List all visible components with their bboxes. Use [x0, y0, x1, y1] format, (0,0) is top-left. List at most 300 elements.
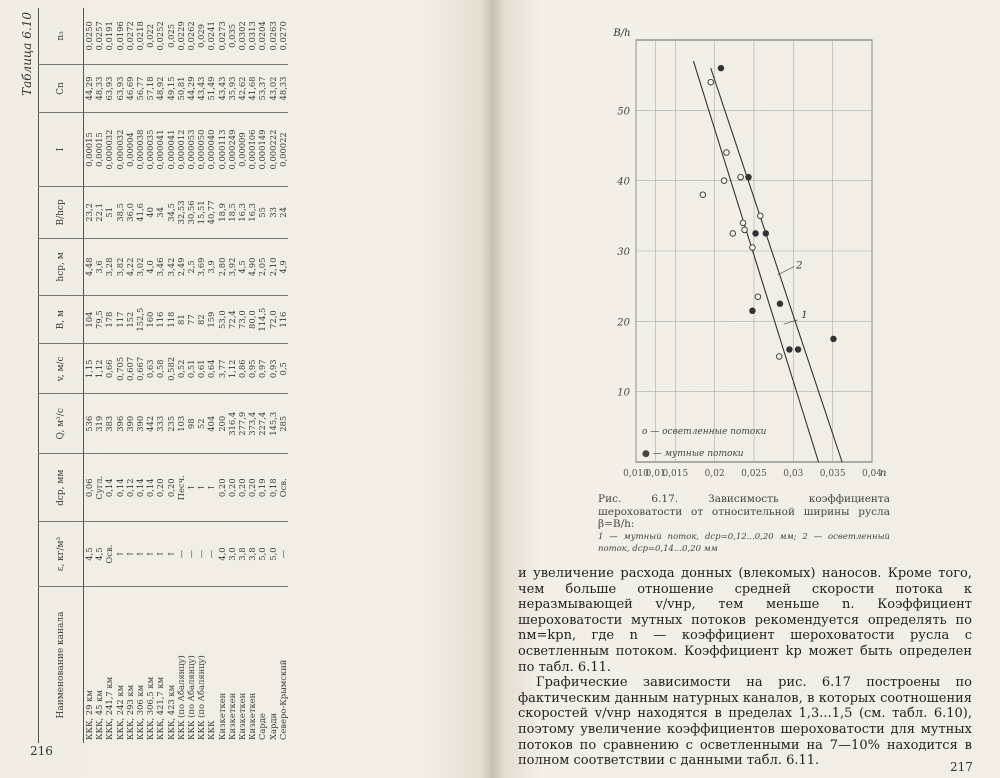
table-cell: ККК (по Абалянцу) — [196, 587, 206, 744]
y-tick-label: 20 — [617, 317, 630, 329]
table-row — [206, 8, 216, 743]
table-cell: 81 — [176, 295, 186, 344]
table-container — [20, 8, 460, 743]
page-number-left: 216 — [30, 744, 53, 758]
table-cell: 1,12 — [227, 344, 237, 394]
table-cell: 0,705 — [115, 344, 125, 394]
table-row — [237, 8, 247, 743]
table-cell: 0,0257 — [94, 21, 105, 51]
table-cell: ↑ — [125, 522, 135, 587]
table-cell: 40 — [145, 186, 155, 238]
table-cell: 152,5 — [135, 295, 145, 344]
table-cell: ККК, 29 км — [84, 587, 95, 744]
table-cell: 152 — [125, 295, 135, 344]
open-data-point — [757, 213, 763, 219]
filled-data-point — [718, 65, 724, 71]
table-row — [115, 8, 125, 743]
table-cell: 18,5 — [227, 186, 237, 238]
table-cell: 0,0302 — [237, 21, 248, 51]
table-cell: 72,4 — [227, 295, 237, 344]
x-tick-label: 0,025 — [741, 469, 767, 479]
table-cell: 0,0273 — [216, 21, 227, 51]
table-cell: ККК, 45 км — [94, 587, 104, 744]
table-cell: 0,66 — [104, 344, 114, 394]
table-cell: 178 — [104, 295, 114, 344]
table-cell: 0,0262 — [186, 21, 197, 51]
paragraph-1: и увеличение расхода донных (влекомых) наносов. Кроме того, чем больше отношение средней скорости потока к неразмывающей v/vнр, тем меньше n. Коэффициент шероховатости мутных потоков рекомендуется определять по nм=kрn, где n — коэффициент шероховатости русла с осветленным потоком. Коэффициент kр может быть определен по табл. 6.11. — [518, 566, 972, 675]
table-cell: Кизкеткен — [217, 587, 227, 744]
table-cell: 0,000041 — [166, 113, 176, 187]
figure-caption — [598, 493, 890, 556]
paragraph-2: Графические зависимости на рис. 6.17 построены по фактическим данным натурных каналов, в которых соотношения скоростей v/vнр находятся в пределах 1,3...1,5 (см. табл. 6.10), поэтому увеличение коэффициентов шероховатости для мутных потоков по сравнению с осветленными на 7—10% находится в полном соответствии с данными табл. 6.11. — [518, 675, 972, 769]
table-header-cell: B, м — [39, 295, 84, 344]
table-cell: 48,92 — [155, 64, 165, 113]
table-cell: 4,9 — [278, 238, 288, 295]
table-cell: 0,0229 — [175, 21, 186, 51]
book-gutter — [480, 0, 504, 778]
table-cell: 51 — [104, 186, 114, 238]
table-cell: 38,5 — [115, 186, 125, 238]
table-cell: ККК, 242 км — [115, 587, 125, 744]
open-data-point — [742, 227, 748, 233]
y-tick-label: 40 — [617, 176, 630, 188]
table-cell: 0,20 — [247, 454, 257, 522]
table-cell: 159 — [206, 295, 216, 344]
table-header-row — [39, 8, 84, 743]
table-cell: 22,1 — [94, 186, 104, 238]
rotated-table — [20, 8, 460, 743]
table-cell: — — [206, 522, 216, 587]
table-cell: 35,93 — [227, 64, 237, 113]
table-cell: 3,46 — [155, 238, 165, 295]
table-cell: 104 — [84, 295, 95, 344]
table-header-cell: n₃ — [39, 8, 84, 64]
table-cell: ↑ — [186, 454, 196, 522]
table-cell: ККК, 306,5 км — [145, 587, 155, 744]
table-cell: 333 — [155, 394, 165, 454]
table-cell: 116 — [278, 295, 288, 344]
table-cell: 53,37 — [257, 64, 267, 113]
table-cell: 46,69 — [125, 64, 135, 113]
table-cell: 52 — [196, 394, 206, 454]
table-cell: 0,95 — [247, 344, 257, 394]
table-cell: 15,51 — [196, 186, 206, 238]
table-cell: 0,00022 — [278, 113, 288, 187]
legend-entry: ● — мутные потоки — [642, 448, 744, 459]
table-cell: 0,0252 — [155, 21, 166, 51]
table-cell: 0,14 — [104, 454, 114, 522]
table-cell: 0,00015 — [94, 113, 104, 187]
table-cell: 0,0250 — [84, 21, 94, 51]
table-cell: 3,8 — [237, 522, 247, 587]
table-cell: 48,33 — [94, 64, 104, 113]
table-cell: 200 — [217, 394, 227, 454]
table-cell: 117 — [115, 295, 125, 344]
table-header-cell: B/hср — [39, 186, 84, 238]
filled-data-point — [746, 174, 752, 180]
table-cell: 235 — [166, 394, 176, 454]
x-tick-label: 0,010 — [623, 469, 649, 479]
table-cell: 4,5 — [94, 522, 104, 587]
table-cell: 383 — [104, 394, 114, 454]
table-cell: 0,029 — [196, 23, 207, 48]
table-cell: 51,49 — [206, 64, 216, 113]
open-data-point — [721, 178, 727, 184]
table-cell: 145,3 — [268, 394, 278, 454]
table-row — [268, 8, 278, 743]
table-cell: 0,93 — [268, 344, 278, 394]
table-cell: 536 — [84, 394, 95, 454]
open-data-point — [708, 79, 714, 85]
table-cell: 0,000032 — [104, 113, 114, 187]
table-cell: 0,000040 — [206, 113, 216, 187]
table-cell: 36,0 — [125, 186, 135, 238]
table-cell: 0,000041 — [155, 113, 165, 187]
table-cell: 0,20 — [237, 454, 247, 522]
table-cell: 30,56 — [186, 186, 196, 238]
table-cell: 2,49 — [176, 238, 186, 295]
open-data-point — [730, 231, 736, 237]
filled-data-point — [750, 308, 756, 314]
table-row — [94, 8, 104, 743]
table-cell: 57,18 — [145, 64, 155, 113]
table-cell: 3,8 — [247, 522, 257, 587]
trend-line — [711, 68, 842, 462]
table-cell: 3,82 — [115, 238, 125, 295]
table-row — [166, 8, 176, 743]
table-cell: 0,0196 — [114, 21, 125, 51]
table-cell: 0,51 — [186, 344, 196, 394]
table-cell: 319 — [94, 394, 104, 454]
table-cell: 0,0270 — [277, 21, 288, 51]
table-cell: 4,0 — [217, 522, 227, 587]
table-cell: ↑ — [145, 522, 155, 587]
table-row — [227, 8, 237, 743]
x-axis-label: n — [880, 468, 887, 479]
table-cell: 80,0 — [247, 295, 257, 344]
table-cell: 18,9 — [217, 186, 227, 238]
legend-entry: о — осветленные потоки — [642, 426, 767, 437]
table-cell: 16,3 — [247, 186, 257, 238]
table-cell: ККК, 423 км — [166, 587, 176, 744]
table-header-cell: dср, мм — [39, 454, 84, 522]
open-data-point — [740, 220, 746, 226]
table-cell: ↑ — [166, 522, 176, 587]
table-cell: 0,00004 — [125, 113, 135, 187]
table-cell: 0,0272 — [124, 21, 135, 51]
open-data-point — [750, 245, 756, 251]
table-cell: 3,02 — [135, 238, 145, 295]
table-cell: 63,93 — [104, 64, 114, 113]
table-cell: 0,61 — [196, 344, 206, 394]
table-cell: ККК (по Абалянцу) — [186, 587, 196, 744]
y-axis-label: B/h — [613, 28, 631, 39]
table-cell: ↑ — [206, 454, 216, 522]
table-cell: 41,6 — [135, 186, 145, 238]
table-cell: 3,42 — [166, 238, 176, 295]
x-tick-label: 0,015 — [662, 469, 689, 479]
table-cell: Кизкеткен — [227, 587, 237, 744]
table-cell: 442 — [145, 394, 155, 454]
table-cell: 79,5 — [94, 295, 104, 344]
table-cell: ККК, 306 км — [135, 587, 145, 744]
table-cell: 16,3 — [237, 186, 247, 238]
table-cell: 277,9 — [237, 394, 247, 454]
table-cell: 373,4 — [247, 394, 257, 454]
table-cell: 0,000106 — [247, 113, 257, 187]
table-cell: 2,05 — [257, 238, 267, 295]
table-cell: 316,4 — [227, 394, 237, 454]
table-cell: Сугл. — [94, 454, 104, 522]
table-cell: 0,97 — [257, 344, 267, 394]
table-row — [84, 8, 95, 743]
table-body — [84, 8, 289, 743]
table-cell: 24 — [278, 186, 288, 238]
table-cell: 0,14 — [145, 454, 155, 522]
table-cell: — — [186, 522, 196, 587]
body-text — [518, 566, 972, 769]
open-data-point — [700, 192, 706, 198]
table-cell: 1,15 — [84, 344, 95, 394]
table-cell: ККК — [206, 587, 216, 744]
table-cell: 390 — [125, 394, 135, 454]
table-cell: 0,00015 — [84, 113, 95, 187]
table-cell: 285 — [278, 394, 288, 454]
table-cell: 82 — [196, 295, 206, 344]
label-leader — [778, 266, 795, 274]
table-header-cell: ε, кг/м³ — [39, 522, 84, 587]
table-cell: 0,000053 — [186, 113, 196, 187]
table-cell: 42,62 — [237, 64, 247, 113]
filled-data-point — [787, 347, 793, 353]
table-cell: 0,20 — [155, 454, 165, 522]
y-tick-label: 30 — [617, 247, 630, 258]
table-cell: Харди — [268, 587, 278, 744]
table-cell: ↑ — [115, 522, 125, 587]
table-cell: ККК, 293 км — [125, 587, 135, 744]
table-cell: Кизкеткен — [237, 587, 247, 744]
table-row — [217, 8, 227, 743]
table-cell: 3,0 — [227, 522, 237, 587]
table-cell: Кизкеткен — [247, 587, 257, 744]
table-cell: 41,68 — [247, 64, 257, 113]
table-header-cell: Q, м³/с — [39, 394, 84, 454]
table-cell: 43,43 — [217, 64, 227, 113]
table-cell: 0,64 — [206, 344, 216, 394]
x-tick-label: 0,04 — [861, 469, 883, 479]
table-cell: 0,0313 — [247, 21, 258, 51]
table-cell: 49,15 — [166, 64, 176, 113]
table-cell: 0,12 — [125, 454, 135, 522]
table-cell: 0,58 — [155, 344, 165, 394]
filled-data-point — [795, 347, 801, 353]
table-cell: 3,92 — [227, 238, 237, 295]
table-cell: ККК (по Абалянцу) — [176, 587, 186, 744]
x-tick-label: 0,03 — [783, 469, 804, 479]
open-data-point — [776, 354, 782, 360]
data-table — [38, 8, 288, 743]
table-cell: 0,52 — [176, 344, 186, 394]
table-cell: 3,9 — [206, 238, 216, 295]
table-cell: 0,14 — [115, 454, 125, 522]
table-cell: 56,77 — [135, 64, 145, 113]
table-row — [257, 8, 267, 743]
table-row — [176, 8, 186, 743]
x-tick-label: 0,035 — [819, 469, 846, 479]
table-cell: 114,5 — [257, 295, 267, 344]
table-cell: 390 — [135, 394, 145, 454]
table-cell: 34,5 — [166, 186, 176, 238]
table-cell: 0,20 — [227, 454, 237, 522]
table-cell: 0,022 — [145, 23, 156, 48]
table-cell: 0,14 — [135, 454, 145, 522]
table-header-cell: v, м/с — [39, 344, 84, 394]
figure-caption-title: Рис. 6.17. Зависимость коэффициента шероховатости от относительной ширины русла β=B/h: — [598, 493, 890, 530]
table-cell: 0,000050 — [196, 113, 206, 187]
table-cell: 0,035 — [226, 23, 237, 48]
table-row — [278, 8, 288, 743]
table-cell: 5,0 — [257, 522, 267, 587]
filled-data-point — [777, 301, 783, 307]
table-cell: 0,19 — [257, 454, 267, 522]
table-header-cell: I — [39, 113, 84, 187]
table-cell: 0,667 — [135, 344, 145, 394]
table-cell: 0,20 — [166, 454, 176, 522]
table-cell: 103 — [176, 394, 186, 454]
table-row — [196, 8, 206, 743]
table-cell: 0,607 — [125, 344, 135, 394]
filled-data-point — [763, 231, 769, 237]
table-cell: 48,33 — [278, 64, 288, 113]
table-cell: 0,06 — [84, 454, 95, 522]
filled-data-point — [831, 336, 837, 342]
table-header-cell: Наименование канала — [39, 587, 84, 744]
table-cell: 0,0204 — [257, 21, 268, 51]
table-cell: 53,0 — [217, 295, 227, 344]
table-caption: Таблица 6.10 — [20, 12, 34, 96]
table-header-cell: Cn — [39, 64, 84, 113]
table-cell: — — [278, 522, 288, 587]
x-tick-label: 0,02 — [704, 469, 725, 479]
table-cell: 0,000035 — [145, 113, 155, 187]
table-cell: 34 — [155, 186, 165, 238]
table-cell: ККК, 241,7 км — [104, 587, 114, 744]
table-cell: 0,000032 — [115, 113, 125, 187]
table-row — [155, 8, 165, 743]
trend-line-label: 2 — [796, 260, 803, 272]
table-row — [125, 8, 135, 743]
table-row — [247, 8, 257, 743]
table-cell: 404 — [206, 394, 216, 454]
table-cell: 0,0191 — [104, 21, 115, 51]
table-cell: 0,000113 — [217, 113, 227, 187]
table-row — [135, 8, 145, 743]
table-cell: 44,29 — [186, 64, 196, 113]
table-cell: 63,93 — [115, 64, 125, 113]
table-cell: 0,0218 — [135, 21, 146, 51]
table-cell: 3,28 — [104, 238, 114, 295]
table-cell: Песч. — [176, 454, 186, 522]
table-cell: 1,12 — [94, 344, 104, 394]
table-cell: 0,0263 — [267, 21, 278, 51]
table-cell: 43,43 — [196, 64, 206, 113]
table-row — [104, 8, 114, 743]
table-cell: 5,0 — [268, 522, 278, 587]
table-cell: 0,63 — [145, 344, 155, 394]
table-header-cell: hср, м — [39, 238, 84, 295]
table-cell: 160 — [145, 295, 155, 344]
table-cell: 43,02 — [268, 64, 278, 113]
table-cell: 0,20 — [217, 454, 227, 522]
table-row — [145, 8, 155, 743]
table-cell: Северо-Крымский — [278, 587, 288, 744]
table-cell: 44,29 — [84, 64, 95, 113]
table-cell: 4,22 — [125, 238, 135, 295]
table-cell: 0,00009 — [237, 113, 247, 187]
table-cell: 0,000222 — [268, 113, 278, 187]
table-cell: — — [176, 522, 186, 587]
table-cell: 4,90 — [247, 238, 257, 295]
table-cell: ↑ — [135, 522, 145, 587]
table-cell: 55 — [257, 186, 267, 238]
table-cell: 4,5 — [237, 238, 247, 295]
table-cell: 3,77 — [217, 344, 227, 394]
table-cell: 0,5 — [278, 344, 288, 394]
table-cell: 4,0 — [145, 238, 155, 295]
table-cell: Осв. — [104, 522, 114, 587]
table-cell: 50,81 — [176, 64, 186, 113]
table-cell: 32,53 — [176, 186, 186, 238]
trend-line-label: 1 — [801, 309, 808, 321]
table-cell: 0,000038 — [135, 113, 145, 187]
table-cell: 98 — [186, 394, 196, 454]
table-cell: 77 — [186, 295, 196, 344]
table-cell: 73,0 — [237, 295, 247, 344]
table-cell: 0,000149 — [257, 113, 267, 187]
table-cell: 0,0241 — [206, 21, 217, 51]
table-cell: 2,80 — [217, 238, 227, 295]
table-cell: 227,4 — [257, 394, 267, 454]
table-cell: 0,582 — [166, 344, 176, 394]
figure-6-17-chart — [604, 20, 887, 480]
table-cell: 116 — [155, 295, 165, 344]
figure-caption-legend: 1 — мутный поток, dср=0,12...0,20 мм; 2 — осветленный поток, dср=0,14...0,20 мм — [598, 531, 890, 554]
open-data-point — [738, 174, 744, 180]
table-cell: Осв. — [278, 454, 288, 522]
table-cell: 0,18 — [268, 454, 278, 522]
table-cell: 3,69 — [196, 238, 206, 295]
table-cell: 0,000012 — [176, 113, 186, 187]
table-cell: 0,000249 — [227, 113, 237, 187]
page-number-right: 217 — [950, 760, 973, 774]
filled-data-point — [753, 231, 759, 237]
table-cell: 396 — [115, 394, 125, 454]
table-cell: 23,2 — [84, 186, 95, 238]
table-cell: 72,0 — [268, 295, 278, 344]
table-cell: 2,10 — [268, 238, 278, 295]
table-cell: 0,025 — [165, 23, 176, 48]
table-cell: 4,48 — [84, 238, 95, 295]
table-cell: 33 — [268, 186, 278, 238]
table-cell: 0,86 — [237, 344, 247, 394]
table-cell: 3,6 — [94, 238, 104, 295]
table-cell: 40,77 — [206, 186, 216, 238]
table-cell: 2,5 — [186, 238, 196, 295]
table-cell: ↑ — [155, 522, 165, 587]
y-tick-label: 50 — [617, 106, 630, 118]
x-tick-label: 0,01 — [645, 469, 666, 479]
table-cell: — — [196, 522, 206, 587]
